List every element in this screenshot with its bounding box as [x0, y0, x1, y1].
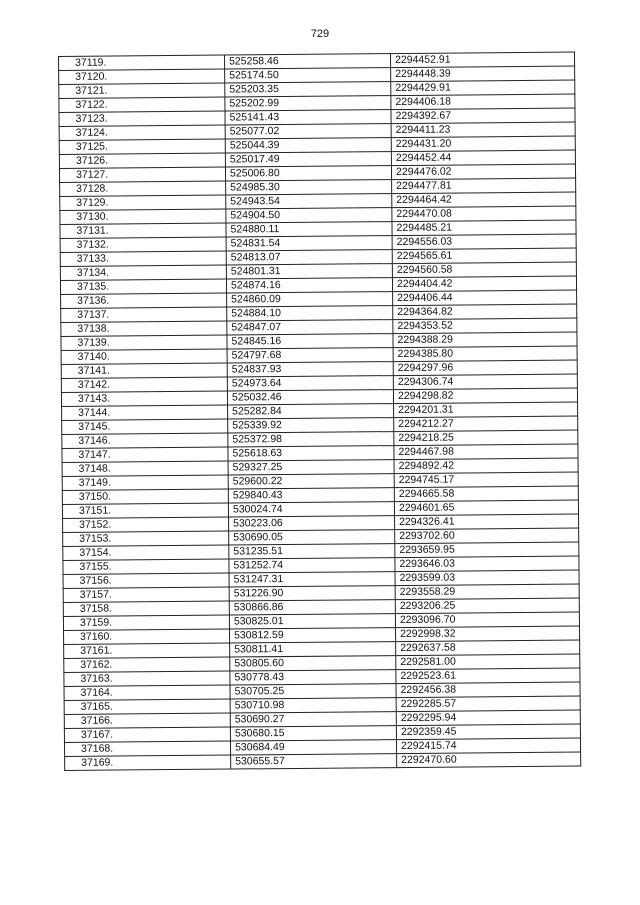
x-coordinate-cell: 525141.43 [225, 110, 391, 125]
point-id-cell: 37127. [59, 167, 225, 182]
point-id-cell: 37159. [63, 615, 229, 630]
y-coordinate-cell: 2293702.60 [395, 528, 579, 544]
point-id-cell: 37162. [64, 657, 230, 672]
y-coordinate-cell: 2294411.23 [391, 122, 575, 138]
y-coordinate-cell: 2294601.65 [394, 500, 578, 516]
point-id-cell: 37161. [64, 643, 230, 658]
point-id-cell: 37126. [59, 153, 225, 168]
x-coordinate-cell: 530684.49 [230, 740, 396, 755]
y-coordinate-cell: 2292637.58 [396, 640, 580, 656]
y-coordinate-cell: 2294326.41 [395, 514, 579, 530]
page-number: 729 [310, 28, 330, 40]
y-coordinate-cell: 2294406.18 [391, 94, 575, 110]
point-id-cell: 37132. [60, 237, 226, 252]
y-coordinate-cell: 2294448.39 [391, 66, 575, 82]
y-coordinate-cell: 2294429.91 [391, 80, 575, 96]
x-coordinate-cell: 530690.05 [229, 530, 395, 545]
y-coordinate-cell: 2293599.03 [395, 570, 579, 586]
point-id-cell: 37165. [64, 699, 230, 714]
y-coordinate-cell: 2292581.00 [396, 654, 580, 670]
y-coordinate-cell: 2294892.42 [394, 458, 578, 474]
point-id-cell: 37124. [59, 125, 225, 140]
y-coordinate-cell: 2294218.25 [394, 430, 578, 446]
y-coordinate-cell: 2292456.38 [396, 682, 580, 698]
x-coordinate-cell: 530680.15 [230, 726, 396, 741]
x-coordinate-cell: 530024.74 [228, 502, 394, 517]
point-id-cell: 37149. [62, 475, 228, 490]
x-coordinate-cell: 529327.25 [228, 460, 394, 475]
point-id-cell: 37125. [59, 139, 225, 154]
y-coordinate-cell: 2294353.52 [393, 318, 577, 334]
y-coordinate-cell: 2294201.31 [394, 402, 578, 418]
point-id-cell: 37157. [63, 587, 229, 602]
y-coordinate-cell: 2294745.17 [394, 472, 578, 488]
x-coordinate-cell: 524874.16 [226, 278, 392, 293]
point-id-cell: 37167. [64, 727, 230, 742]
y-coordinate-cell: 2292470.60 [397, 752, 581, 768]
x-coordinate-cell: 524884.10 [227, 306, 393, 321]
y-coordinate-cell: 2292998.32 [396, 626, 580, 642]
point-id-cell: 37152. [63, 517, 229, 532]
point-id-cell: 37153. [63, 531, 229, 546]
x-coordinate-cell: 524943.54 [226, 194, 392, 209]
x-coordinate-cell: 524801.31 [226, 264, 392, 279]
point-id-cell: 37148. [62, 461, 228, 476]
y-coordinate-cell: 2294306.74 [393, 374, 577, 390]
y-coordinate-cell: 2294467.98 [394, 444, 578, 460]
y-coordinate-cell: 2294452.91 [390, 52, 574, 68]
point-id-cell: 37142. [61, 377, 227, 392]
y-coordinate-cell: 2294452.44 [391, 150, 575, 166]
y-coordinate-cell: 2293558.29 [395, 584, 579, 600]
point-id-cell: 37163. [64, 671, 230, 686]
x-coordinate-cell: 525202.99 [225, 96, 391, 111]
point-id-cell: 37166. [64, 713, 230, 728]
point-id-cell: 37130. [60, 209, 226, 224]
point-id-cell: 37147. [62, 447, 228, 462]
x-coordinate-cell: 525006.80 [225, 166, 391, 181]
point-id-cell: 37133. [60, 251, 226, 266]
point-id-cell: 37151. [62, 503, 228, 518]
x-coordinate-cell: 530811.41 [230, 642, 396, 657]
point-id-cell: 37131. [60, 223, 226, 238]
y-coordinate-cell: 2292523.61 [396, 668, 580, 684]
x-coordinate-cell: 524831.54 [226, 236, 392, 251]
y-coordinate-cell: 2292415.74 [396, 738, 580, 754]
x-coordinate-cell: 524847.07 [227, 320, 393, 335]
point-id-cell: 37121. [59, 83, 225, 98]
y-coordinate-cell: 2294565.61 [392, 248, 576, 264]
y-coordinate-cell: 2294298.82 [393, 388, 577, 404]
y-coordinate-cell: 2294404.42 [392, 276, 576, 292]
point-id-cell: 37119. [59, 55, 225, 70]
y-coordinate-cell: 2294297.96 [393, 360, 577, 376]
point-id-cell: 37129. [60, 195, 226, 210]
x-coordinate-cell: 530710.98 [230, 698, 396, 713]
point-id-cell: 37158. [63, 601, 229, 616]
point-id-cell: 37136. [61, 293, 227, 308]
x-coordinate-cell: 530223.06 [229, 516, 395, 531]
y-coordinate-cell: 2294485.21 [392, 220, 576, 236]
x-coordinate-cell: 525618.63 [228, 446, 394, 461]
point-id-cell: 37140. [61, 349, 227, 364]
x-coordinate-cell: 525258.46 [224, 54, 390, 69]
x-coordinate-cell: 530655.57 [231, 754, 397, 769]
point-id-cell: 37155. [63, 559, 229, 574]
x-coordinate-cell: 525372.98 [228, 432, 394, 447]
y-coordinate-cell: 2294406.44 [393, 290, 577, 306]
x-coordinate-cell: 524797.68 [227, 348, 393, 363]
point-id-cell: 37139. [61, 335, 227, 350]
x-coordinate-cell: 529840.43 [228, 488, 394, 503]
x-coordinate-cell: 524837.93 [227, 362, 393, 377]
y-coordinate-cell: 2294364.82 [393, 304, 577, 320]
y-coordinate-cell: 2294476.02 [391, 164, 575, 180]
x-coordinate-cell: 530690.27 [230, 712, 396, 727]
x-coordinate-cell: 524860.09 [227, 292, 393, 307]
x-coordinate-cell: 525032.46 [227, 390, 393, 405]
x-coordinate-cell: 531247.31 [229, 572, 395, 587]
y-coordinate-cell: 2294431.20 [391, 136, 575, 152]
coordinate-table [58, 51, 581, 770]
point-id-cell: 37122. [59, 97, 225, 112]
point-id-cell: 37120. [59, 69, 225, 84]
x-coordinate-cell: 531252.74 [229, 558, 395, 573]
point-id-cell: 37169. [65, 755, 231, 770]
y-coordinate-cell: 2294560.58 [392, 262, 576, 278]
y-coordinate-cell: 2293659.95 [395, 542, 579, 558]
x-coordinate-cell: 530705.25 [230, 684, 396, 699]
x-coordinate-cell: 524904.50 [226, 208, 392, 223]
point-id-cell: 37144. [62, 405, 228, 420]
x-coordinate-cell: 525044.39 [225, 138, 391, 153]
y-coordinate-cell: 2294470.08 [392, 206, 576, 222]
x-coordinate-cell: 530778.43 [230, 670, 396, 685]
x-coordinate-cell: 525077.02 [225, 124, 391, 139]
point-id-cell: 37134. [60, 265, 226, 280]
y-coordinate-cell: 2294556.03 [392, 234, 576, 250]
y-coordinate-cell: 2294665.58 [394, 486, 578, 502]
x-coordinate-cell: 525174.50 [225, 68, 391, 83]
y-coordinate-cell: 2294477.81 [392, 178, 576, 194]
x-coordinate-cell: 525339.92 [228, 418, 394, 433]
x-coordinate-cell: 530866.86 [229, 600, 395, 615]
point-id-cell: 37141. [61, 363, 227, 378]
point-id-cell: 37128. [60, 181, 226, 196]
y-coordinate-cell: 2292285.57 [396, 696, 580, 712]
x-coordinate-cell: 531226.90 [229, 586, 395, 601]
x-coordinate-cell: 529600.22 [228, 474, 394, 489]
point-id-cell: 37156. [63, 573, 229, 588]
x-coordinate-cell: 525017.49 [225, 152, 391, 167]
point-id-cell: 37135. [60, 279, 226, 294]
point-id-cell: 37146. [62, 433, 228, 448]
point-id-cell: 37164. [64, 685, 230, 700]
x-coordinate-cell: 530825.01 [229, 614, 395, 629]
y-coordinate-cell: 2292359.45 [396, 724, 580, 740]
point-id-cell: 37137. [61, 307, 227, 322]
x-coordinate-cell: 530812.59 [230, 628, 396, 643]
point-id-cell: 37150. [62, 489, 228, 504]
y-coordinate-cell: 2293646.03 [395, 556, 579, 572]
y-coordinate-cell: 2294388.29 [393, 332, 577, 348]
point-id-cell: 37160. [64, 629, 230, 644]
y-coordinate-cell: 2293206.25 [395, 598, 579, 614]
x-coordinate-cell: 524985.30 [226, 180, 392, 195]
y-coordinate-cell: 2294212.27 [394, 416, 578, 432]
point-id-cell: 37145. [62, 419, 228, 434]
point-id-cell: 37154. [63, 545, 229, 560]
y-coordinate-cell: 2294385.80 [393, 346, 577, 362]
x-coordinate-cell: 524880.11 [226, 222, 392, 237]
table-body [59, 52, 581, 770]
x-coordinate-cell: 525282.84 [228, 404, 394, 419]
y-coordinate-cell: 2294464.42 [392, 192, 576, 208]
y-coordinate-cell: 2292295.94 [396, 710, 580, 726]
y-coordinate-cell: 2294392.67 [391, 108, 575, 124]
x-coordinate-cell: 524845.16 [227, 334, 393, 349]
point-id-cell: 37138. [61, 321, 227, 336]
x-coordinate-cell: 524813.07 [226, 250, 392, 265]
x-coordinate-cell: 524973.64 [227, 376, 393, 391]
x-coordinate-cell: 531235.51 [229, 544, 395, 559]
point-id-cell: 37168. [64, 741, 230, 756]
point-id-cell: 37123. [59, 111, 225, 126]
point-id-cell: 37143. [61, 391, 227, 406]
x-coordinate-cell: 530805.60 [230, 656, 396, 671]
y-coordinate-cell: 2293096.70 [395, 612, 579, 628]
x-coordinate-cell: 525203.35 [225, 82, 391, 97]
